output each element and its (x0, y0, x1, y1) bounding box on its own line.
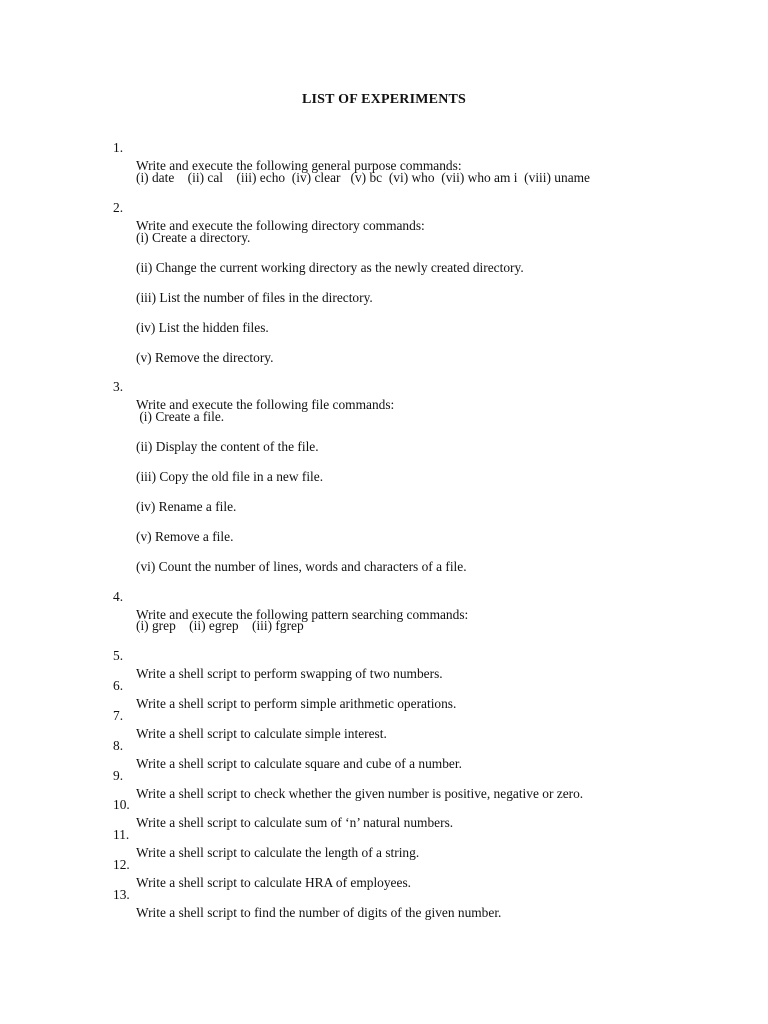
sub-item-text: (v) Remove a file. (136, 529, 234, 544)
page-title: LIST OF EXPERIMENTS (301, 92, 467, 107)
sub-item-text: (ii) Change the current working directory as the newly created directory. (136, 260, 524, 275)
item-text: Write a shell script to check whether the given number is positive, negative or zero. (136, 786, 584, 801)
item-number: 11. (113, 827, 130, 842)
item-number: 6. (113, 678, 124, 693)
item-text: Write and execute the following directory commands: (136, 218, 425, 233)
item-text: Write a shell script to find the number of digits of the given number. (136, 905, 502, 920)
sub-item-text: (i) Create a file. (136, 409, 225, 424)
item-text: Write and execute the following file commands: (136, 397, 395, 412)
item-number: 9. (113, 768, 124, 783)
item-text: Write a shell script to perform swapping of two numbers. (136, 666, 443, 681)
sub-item-text: (i) Create a directory. (136, 230, 251, 245)
item-text: Write a shell script to calculate HRA of employees. (136, 875, 411, 890)
sub-item-text: (vi) Count the number of lines, words and characters of a file. (136, 559, 467, 574)
item-number: 4. (113, 589, 124, 604)
item-text: Write and execute the following pattern searching commands: (136, 607, 469, 622)
sub-item-text: (iii) Copy the old file in a new file. (136, 469, 324, 484)
sub-item-text: (i) date (ii) cal (iii) echo (iv) clear (v) bc (vi) who (vii) who am i (viii) uname (136, 170, 590, 185)
item-text: Write a shell script to calculate sum of ‘n’ natural numbers. (136, 815, 454, 830)
item-text: Write and execute the following general purpose commands: (136, 158, 462, 173)
item-number: 5. (113, 648, 124, 663)
item-number: 13. (113, 887, 130, 902)
item-text: Write a shell script to calculate simple interest. (136, 726, 387, 741)
sub-item-text: (iii) List the number of files in the directory. (136, 290, 373, 305)
sub-item-text: (iv) Rename a file. (136, 499, 237, 514)
item-text: Write a shell script to calculate square and cube of a number. (136, 756, 462, 771)
item-number: 3. (113, 379, 124, 394)
sub-item-text: (ii) Display the content of the file. (136, 439, 319, 454)
item-number: 8. (113, 738, 124, 753)
item-number: 1. (113, 140, 124, 155)
item-number: 2. (113, 200, 124, 215)
item-text: Write a shell script to perform simple arithmetic operations. (136, 696, 457, 711)
item-text: Write a shell script to calculate the length of a string. (136, 845, 420, 860)
item-number: 10. (113, 797, 130, 812)
sub-item-text: (i) grep (ii) egrep (iii) fgrep (136, 618, 304, 633)
item-number: 12. (113, 857, 130, 872)
sub-item-text: (iv) List the hidden files. (136, 320, 269, 335)
sub-item-text: (v) Remove the directory. (136, 350, 274, 365)
item-number: 7. (113, 708, 124, 723)
